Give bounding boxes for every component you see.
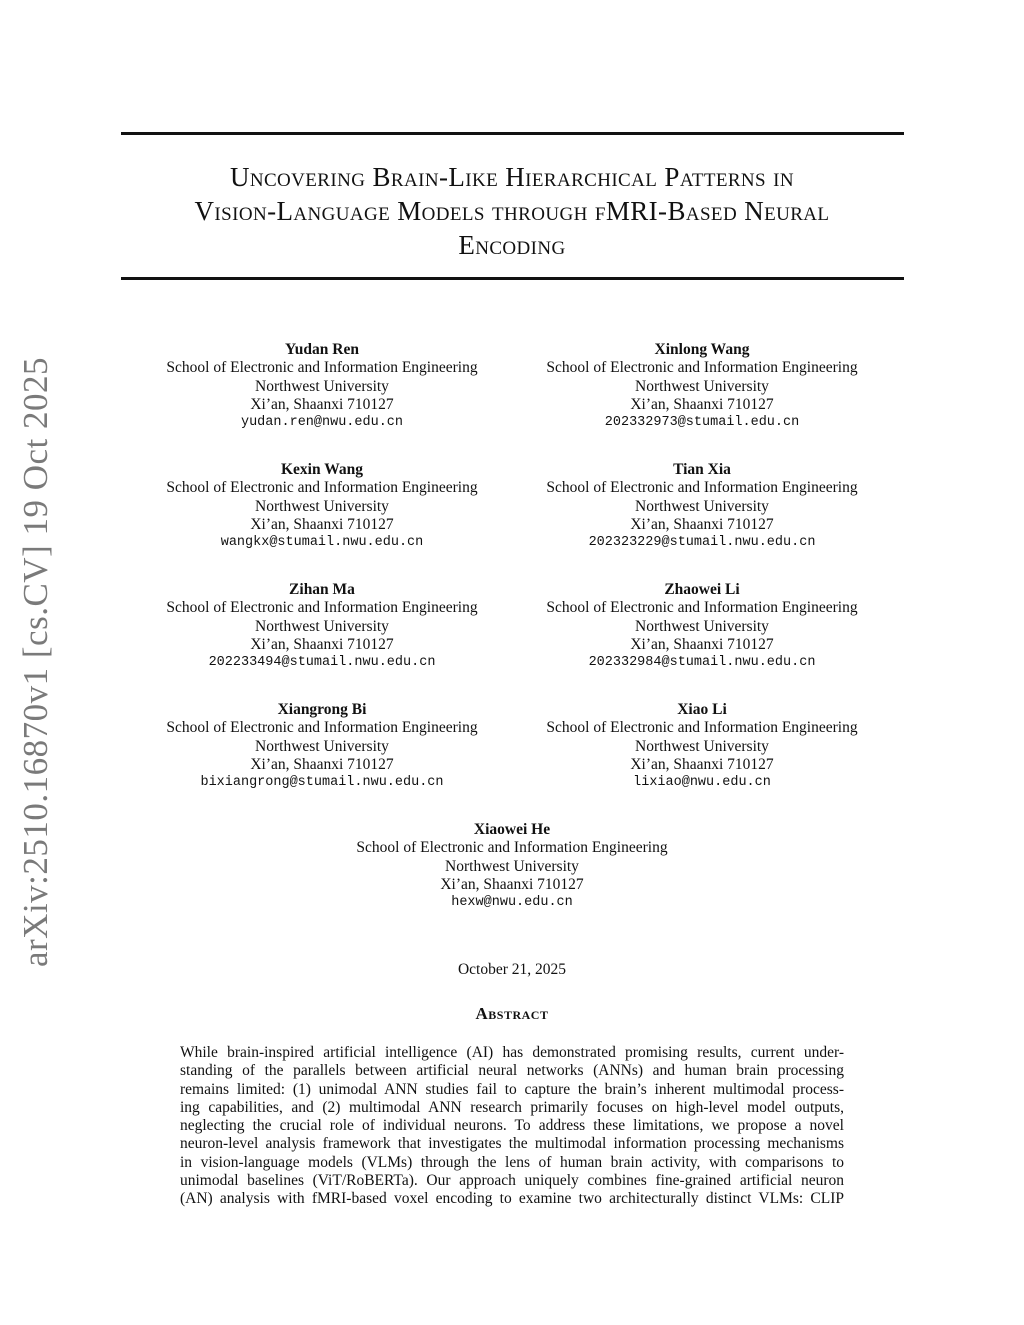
author-block — [132, 701, 512, 792]
author-university: Northwest University — [255, 377, 389, 395]
author-name: Kexin Wang — [281, 461, 363, 478]
author-department: School of Electronic and Information Engineering — [546, 719, 858, 737]
author-university: Northwest University — [635, 377, 769, 395]
author-email: 202233494@stumail.nwu.edu.cn — [208, 655, 436, 671]
title-rule-bottom — [121, 277, 904, 280]
author-block — [132, 341, 512, 432]
author-department: School of Electronic and Information Engineering — [546, 599, 858, 617]
author-email: hexw@nwu.edu.cn — [451, 895, 573, 911]
author-email: 202323229@stumail.nwu.edu.cn — [588, 535, 816, 551]
abstract-line: in vision-language models (VLMs) through the lens of human brain activity, with comparisons to — [180, 1153, 844, 1171]
author-address: Xi’an, Shaanxi 710127 — [250, 635, 394, 653]
author-email: lixiao@nwu.edu.cn — [633, 775, 771, 791]
paper-date: October 21, 2025 — [457, 961, 567, 978]
abstract-line: unimodal baselines (ViT/RoBERTa). Our approach uniquely combines fine-grained artificial neuron — [180, 1172, 844, 1190]
author-address: Xi’an, Shaanxi 710127 — [630, 635, 774, 653]
title-line: Uncovering Brain-Like Hierarchical Patterns in — [229, 162, 795, 192]
author-name: Tian Xia — [673, 461, 731, 478]
arxiv-stamp: arXiv:2510.16870v1 [cs.CV] 19 Oct 2025 — [16, 356, 55, 968]
abstract-line: remains limited: (1) unimodal ANN studies fail to capture the brain’s inherent multimodal process- — [180, 1080, 844, 1098]
author-block — [132, 461, 512, 552]
abstract-heading: Abstract — [475, 1004, 549, 1023]
author-name: Xiangrong Bi — [277, 701, 367, 718]
paper-title — [110, 160, 914, 262]
abstract-line: neuron-level analysis framework that investigates the multimodal information processing mechanisms — [180, 1135, 844, 1153]
abstract-line: ing capabilities, and (2) multimodal ANN research primarily focuses on high-level model outputs, — [180, 1098, 844, 1116]
author-block — [512, 461, 892, 552]
author-name: Zihan Ma — [289, 581, 355, 598]
author-address: Xi’an, Shaanxi 710127 — [440, 875, 584, 893]
author-address: Xi’an, Shaanxi 710127 — [250, 395, 394, 413]
author-block — [132, 581, 512, 672]
author-department: School of Electronic and Information Engineering — [166, 599, 478, 617]
author-name: Xinlong Wang — [654, 341, 750, 358]
author-address: Xi’an, Shaanxi 710127 — [250, 515, 394, 533]
author-name: Xiaowei He — [473, 821, 551, 838]
author-address: Xi’an, Shaanxi 710127 — [630, 755, 774, 773]
author-email: yudan.ren@nwu.edu.cn — [240, 415, 404, 431]
author-department: School of Electronic and Information Engineering — [546, 359, 858, 377]
author-university: Northwest University — [635, 617, 769, 635]
author-name: Xiao Li — [677, 701, 727, 718]
author-name: Zhaowei Li — [664, 581, 740, 598]
abstract-body — [180, 1044, 844, 1209]
abstract-line: standing of the parallels between artificial neural networks (ANNs) and human brain processing — [180, 1062, 844, 1080]
author-block — [512, 701, 892, 792]
author-block — [322, 821, 702, 912]
author-name: Yudan Ren — [285, 341, 359, 358]
title-rule-top — [121, 132, 904, 135]
title-line: Vision-Language Models through fMRI-Based Neural — [194, 196, 830, 226]
author-email: bixiangrong@stumail.nwu.edu.cn — [200, 775, 444, 791]
author-address: Xi’an, Shaanxi 710127 — [630, 395, 774, 413]
author-university: Northwest University — [635, 497, 769, 515]
author-department: School of Electronic and Information Engineering — [546, 479, 858, 497]
author-email: wangkx@stumail.nwu.edu.cn — [220, 535, 424, 551]
author-block — [512, 581, 892, 672]
author-address: Xi’an, Shaanxi 710127 — [250, 755, 394, 773]
author-university: Northwest University — [255, 737, 389, 755]
author-university: Northwest University — [445, 857, 579, 875]
abstract-line: While brain-inspired artificial intelligence (AI) has demonstrated promising results, current under- — [180, 1044, 844, 1061]
author-university: Northwest University — [255, 497, 389, 515]
author-university: Northwest University — [635, 737, 769, 755]
author-address: Xi’an, Shaanxi 710127 — [630, 515, 774, 533]
author-email: 202332973@stumail.edu.cn — [604, 415, 800, 431]
abstract-line: (AN) analysis with fMRI-based voxel encoding to examine two architecturally distinct VLMs: CLIP — [180, 1190, 844, 1208]
author-email: 202332984@stumail.nwu.edu.cn — [588, 655, 816, 671]
title-line: Encoding — [458, 230, 566, 260]
author-university: Northwest University — [255, 617, 389, 635]
author-department: School of Electronic and Information Engineering — [166, 359, 478, 377]
author-department: School of Electronic and Information Engineering — [166, 479, 478, 497]
author-department: School of Electronic and Information Engineering — [166, 719, 478, 737]
author-department: School of Electronic and Information Engineering — [356, 839, 668, 857]
abstract-line: neglecting the crucial role of individual neurons. To address these limitations, we propose a novel — [180, 1117, 844, 1135]
author-block — [512, 341, 892, 432]
